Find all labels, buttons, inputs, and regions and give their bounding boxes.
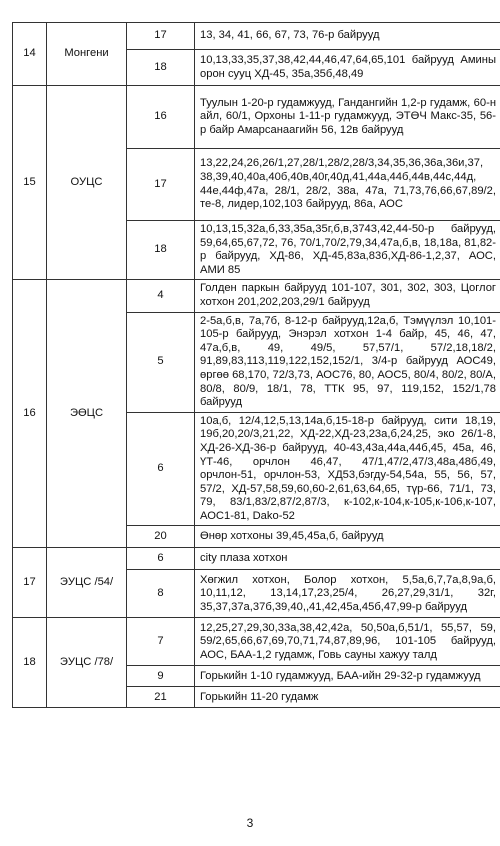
table-row xyxy=(13,548,500,570)
organization-name: ЭУЦС /54/ xyxy=(47,548,127,618)
address-list: Туулын 1-20-р гудамжууд, Гандангийн 1,2-р гудамж, 60-н айл, 60/1, Орхоны 1-11-р гудамжууд, ЭТӨЧ Макс-35, 56-р байр Амарсанаагийн 56, 12в байрууд xyxy=(195,86,500,149)
address-list: 10,13,15,32а,б,33,35а,35г,б,в,3743,42,44-50-р байрууд, 59,64,65,67,72, 76, 70/1,70/2,79,34,47а,б,в, 18,18а, 81,82-р байрууд, ХД-86, ХД-45,83а,83б,ХД-86-1,2,37, АОС, АМИ 85 xyxy=(195,221,500,280)
khoroo-number: 17 xyxy=(127,23,195,50)
khoroo-number: 21 xyxy=(127,687,195,708)
row-number: 14 xyxy=(13,23,47,86)
district-address-table xyxy=(12,22,500,708)
address-list: Хөгжил хотхон, Болор хотхон, 5,5а,6,7,7а,8,9а,б, 10,11,12, 13,14,17,23,25/4, 26,27,29,31/1, 32г, 35,37,37а,37б,39,40,,41,42,45а,45б,47,99-р байрууд xyxy=(195,570,500,618)
row-number: 16 xyxy=(13,280,47,548)
table-row xyxy=(13,280,500,312)
khoroo-number: 6 xyxy=(127,548,195,570)
khoroo-number: 17 xyxy=(127,149,195,221)
organization-name: ЭӨЦС xyxy=(47,280,127,548)
address-list: Горькийн 1-10 гудамжууд, БАА-ийн 29-32-р гудамжууд xyxy=(195,666,500,687)
row-number: 17 xyxy=(13,548,47,618)
address-list: Өнөр хотхоны 39,45,45а,б, байрууд xyxy=(195,526,500,548)
organization-name: ОУЦС xyxy=(47,86,127,280)
address-list: 10а,б, 12/4,12,5,13,14а,б,15-18-р байрууд, сити 18,19, 19б,20,20/3,21,22, ХД-22,ХД-23,23а,б,24,25, эко 26/1-8, ХД-26-ХД-36-р байрууд, 40-43,43а,44а,44б,45, 45а, 46, ҮТ-46, орчлон 46,47, 47/1,47/2,47/3,48а,48б,49, орчлон-51, орчлон-53, ХД53,бэгду-54,54а, 55, 56, 57, 57/2, ХД-57,58,59,60,60-2,61,63,64,65, түр-66, 71/1, 73, 79, 83/1,83/2,87/2,87/3, к-102,к-104,к-105,к-106,к-107, АОС1-81, Dako-52 xyxy=(195,412,500,526)
khoroo-number: 20 xyxy=(127,526,195,548)
khoroo-number: 9 xyxy=(127,666,195,687)
address-list: Голден паркын байрууд 101-107, 301, 302, 303, Цоглог хотхон 201,202,203,29/1 байрууд xyxy=(195,280,500,312)
table-row xyxy=(13,23,500,50)
organization-name: ЭУЦС /78/ xyxy=(47,618,127,708)
khoroo-number: 16 xyxy=(127,86,195,149)
row-number: 18 xyxy=(13,618,47,708)
khoroo-number: 6 xyxy=(127,412,195,526)
address-list: 2-5а,б,в, 7а,7б, 8-12-р байрууд,12а,б, Тэмүүлэл 10,101-105-р байрууд, Энэрэл хотхон 1-4 байр, 45, 46, 47, 47а,б,в, 49, 49/5, 57,57/1, 57/2,18,18/2, 91,89,83,113,119,122,152,152/1, 3/4-р байрууд АОС49, өргөө 68,170, 72/3,73, АОС76, 80, АОС5, 80/4, 80/2, 80/А, 80/8, 80/9, 18/1, 78, ТТК 95, 97, 119,152, 152/1,78 байрууд xyxy=(195,312,500,412)
address-list: 12,25,27,29,30,33а,38,42,42а, 50,50а,б,51/1, 55,57, 59, 59/2,65,66,67,69,70,71,74,87,89,96, 101-105 байрууд, АОС, БАА-1,2 гудамж, Говь сауны хажуу талд xyxy=(195,618,500,666)
khoroo-number: 4 xyxy=(127,280,195,312)
khoroo-number: 18 xyxy=(127,50,195,86)
organization-name: Монгени xyxy=(47,23,127,86)
address-list: Горькийн 11-20 гудамж xyxy=(195,687,500,708)
khoroo-number: 7 xyxy=(127,618,195,666)
address-list: 10,13,33,35,37,38,42,44,46,47,64,65,101 байрууд Амины орон сууц ХД-45, 35а,35б,48,49 xyxy=(195,50,500,86)
page-number: 3 xyxy=(246,816,254,830)
khoroo-number: 18 xyxy=(127,221,195,280)
khoroo-number: 8 xyxy=(127,570,195,618)
address-list: city плаза хотхон xyxy=(195,548,500,570)
khoroo-number: 5 xyxy=(127,312,195,412)
row-number: 15 xyxy=(13,86,47,280)
address-list: 13,22,24,26,26/1,27,28/1,28/2,28/3,34,35,36,36а,36и,37, 38,39,40,40а,40б,40в,40г,40д,41,44а,44б,44в,44с,44д, 44е,44ф,47а, 28/1, 28/2, 38а, 47а, 71,73,76,66,67,89/2, те-8, лидер,102,103 байрууд, 86а, АОС xyxy=(195,149,500,221)
address-list: 13, 34, 41, 66, 67, 73, 76-р байрууд xyxy=(195,23,500,50)
table-row xyxy=(13,618,500,666)
table-row xyxy=(13,86,500,149)
